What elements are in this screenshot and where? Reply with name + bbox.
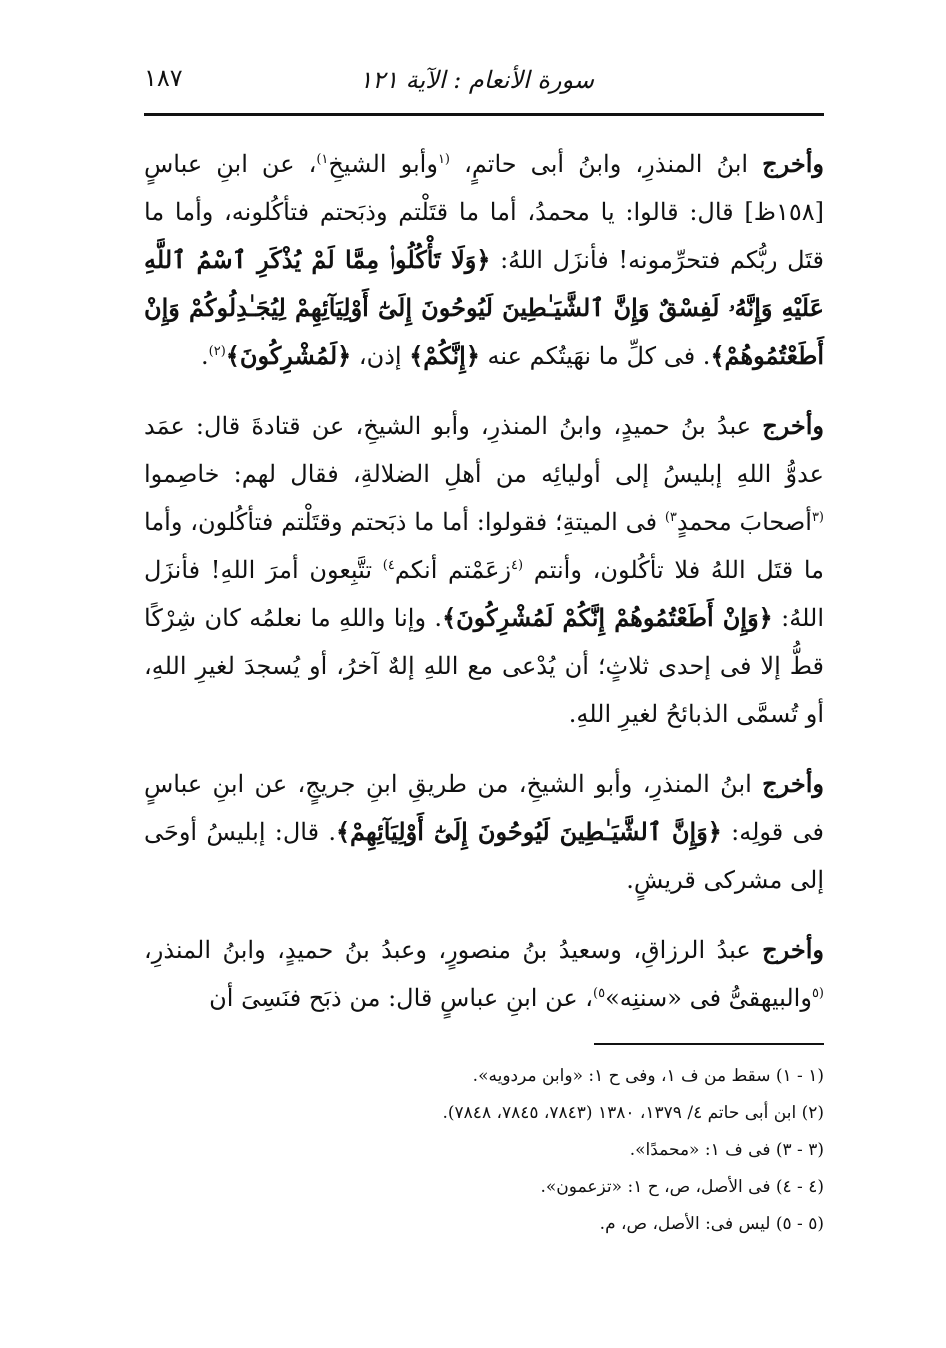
text-segment: ، عن ابنِ عباسٍ قال: من ذبَح فنَسِىَ أن (209, 984, 594, 1012)
quran-quote: ﴿لَمُشْرِكُونَ﴾ (225, 341, 352, 370)
quran-quote: ﴿وَإِنْ أَطَعْتُمُوهُمْ إِنَّكُمْ لَمُشْرِكُونَ﴾ (442, 603, 773, 632)
paragraph-lead-word: وأخرج (762, 149, 824, 178)
paragraph (144, 140, 824, 380)
text-segment: إذن، (351, 342, 410, 370)
text-segment: عبدُ الرزاقِ، وسعيدُ بنُ منصورٍ، وعبدُ بنُ حميدٍ، وابنُ المنذرِ، (144, 936, 763, 964)
paragraph (144, 926, 824, 1022)
text-segment: عبدُ بنُ حميدٍ، وابنُ المنذرِ، وأبو الشيخِ، عن قتادةَ قال: عمَد عدوُّ اللهِ إبليسُ إلى أوليائِه من أهلِ الضلالةِ، فقال لهم: خاصِموا (144, 412, 824, 488)
quran-quote: ﴿إِنَّكُمْ﴾ (409, 341, 480, 370)
footnote-marker: (١ (437, 152, 450, 167)
footnote: (١ - ١) سقط من ف ١، وفى ح ١: «وابن مردويه». (472, 1066, 824, 1086)
header-rule (144, 113, 824, 116)
quran-quote: ﴿وَإِنَّ ٱلشَّيَـٰطِينَ لَيُوحُونَ إِلَىٰٓ أَوْلِيَآئِهِمْ﴾ (335, 817, 722, 846)
text-segment: ، عن ابنِ عباسٍ [١٥٨ظ] قال: قالوا: يا محمدُ، أما ما قتَلْتم وذبَحتم فتأكُلونه، وأما ما قتَل ربُّكم فتحرِّمونه! فأنزَل اللهُ: (144, 150, 824, 274)
paragraph-lead-word: وأخرج (762, 935, 824, 964)
paragraph (144, 760, 824, 904)
footnote-separator (594, 1043, 824, 1045)
paragraph-lead-word: وأخرج (762, 411, 825, 440)
text-segment: ابنُ المنذرِ، وابنُ أبى حاتمٍ، (450, 150, 763, 178)
footnote-marker: (٤ (511, 558, 524, 573)
footnote-marker: ٣) (664, 510, 677, 525)
text-segment: . (201, 342, 209, 370)
text-segment: أصحابَ محمدٍ (676, 508, 812, 536)
text-segment: والبيهقىُّ فى «سننِه» (605, 984, 812, 1012)
text-segment: . قال: إبليسُ أوحَى إلى مشركى قريشٍ. (144, 818, 824, 894)
text-segment: وأبو الشيخِ (328, 150, 438, 178)
text-segment: . فى كلِّ ما نهَيتُكم عنه (479, 342, 711, 370)
surah-title: سورة الأنعام : الآية ١٢١ (359, 66, 594, 94)
footnote: (٣ - ٣) فى ف ١: «محمدًا». (629, 1140, 824, 1160)
footnote: (٢) ابن أبى حاتم ٤/ ١٣٧٩، ١٣٨٠ (٧٨٤٣، ٧٨٤٥، ٧٨٤٨). (442, 1103, 824, 1123)
footnote-marker: ٤) (382, 558, 395, 573)
footnote-marker: ٥) (593, 986, 606, 1001)
main-text (144, 140, 824, 1044)
quran-quote: ﴿وَلَا تَأْكُلُوا۟ مِمَّا لَمْ يُذْكَرِ ٱسْمُ ٱللَّهِ عَلَيْهِ وَإِنَّهُۥ لَفِسْقٌ وَإِنَّ ٱلشَّيَـٰطِينَ لَيُوحُونَ إِلَىٰٓ أَوْلِيَآئِهِمْ لِيُجَـٰدِلُوكُمْ وَإِنْ أَطَعْتُمُوهُمْ﴾ (144, 245, 824, 370)
footnotes (144, 1058, 824, 1243)
text-segment: زعَمْتم أنكم (394, 556, 512, 584)
footnote-marker: (٥ (811, 986, 824, 1001)
paragraph (144, 402, 824, 738)
footnote-marker: (٢) (208, 344, 226, 359)
running-header (144, 62, 824, 110)
text-segment: . وإنا واللهِ ما نعلمُه كان شِرْكًا قطُّ إلا فى إحدى ثلاثٍ؛ أن يُدْعى مع اللهِ إلهٌ آخرُ، أو يُسجدَ لغيرِ اللهِ، أو تُسمَّى الذبائحُ لغيرِ اللهِ. (144, 604, 824, 728)
footnote: (٤ - ٤) فى الأصل، ص، ح ١: «تزعمون». (540, 1177, 824, 1197)
text-segment: ابنُ المنذرِ، وأبو الشيخِ، من طريقِ ابنِ جريجٍ، عن ابنِ عباسٍ فى قولِه: (144, 770, 824, 846)
page-number: ١٨٧ (144, 64, 183, 92)
footnote-marker: (٣ (811, 510, 824, 525)
footnote-marker: ١) (316, 152, 329, 167)
text-segment: تتَّبِعون أمرَ اللهِ! فأنزَل اللهُ: (144, 556, 825, 632)
footnote: (٥ - ٥) ليس فى: الأصل، ص، م. (599, 1214, 824, 1234)
text-segment: فى الميتةِ؛ فقولوا: أما ما ذبَحتم وقتَلْتم فتأكُلون، وأما ما قتَل اللهُ فلا تأكُلون، وأنتم (144, 508, 824, 584)
paragraph-lead-word: وأخرج (762, 769, 824, 798)
